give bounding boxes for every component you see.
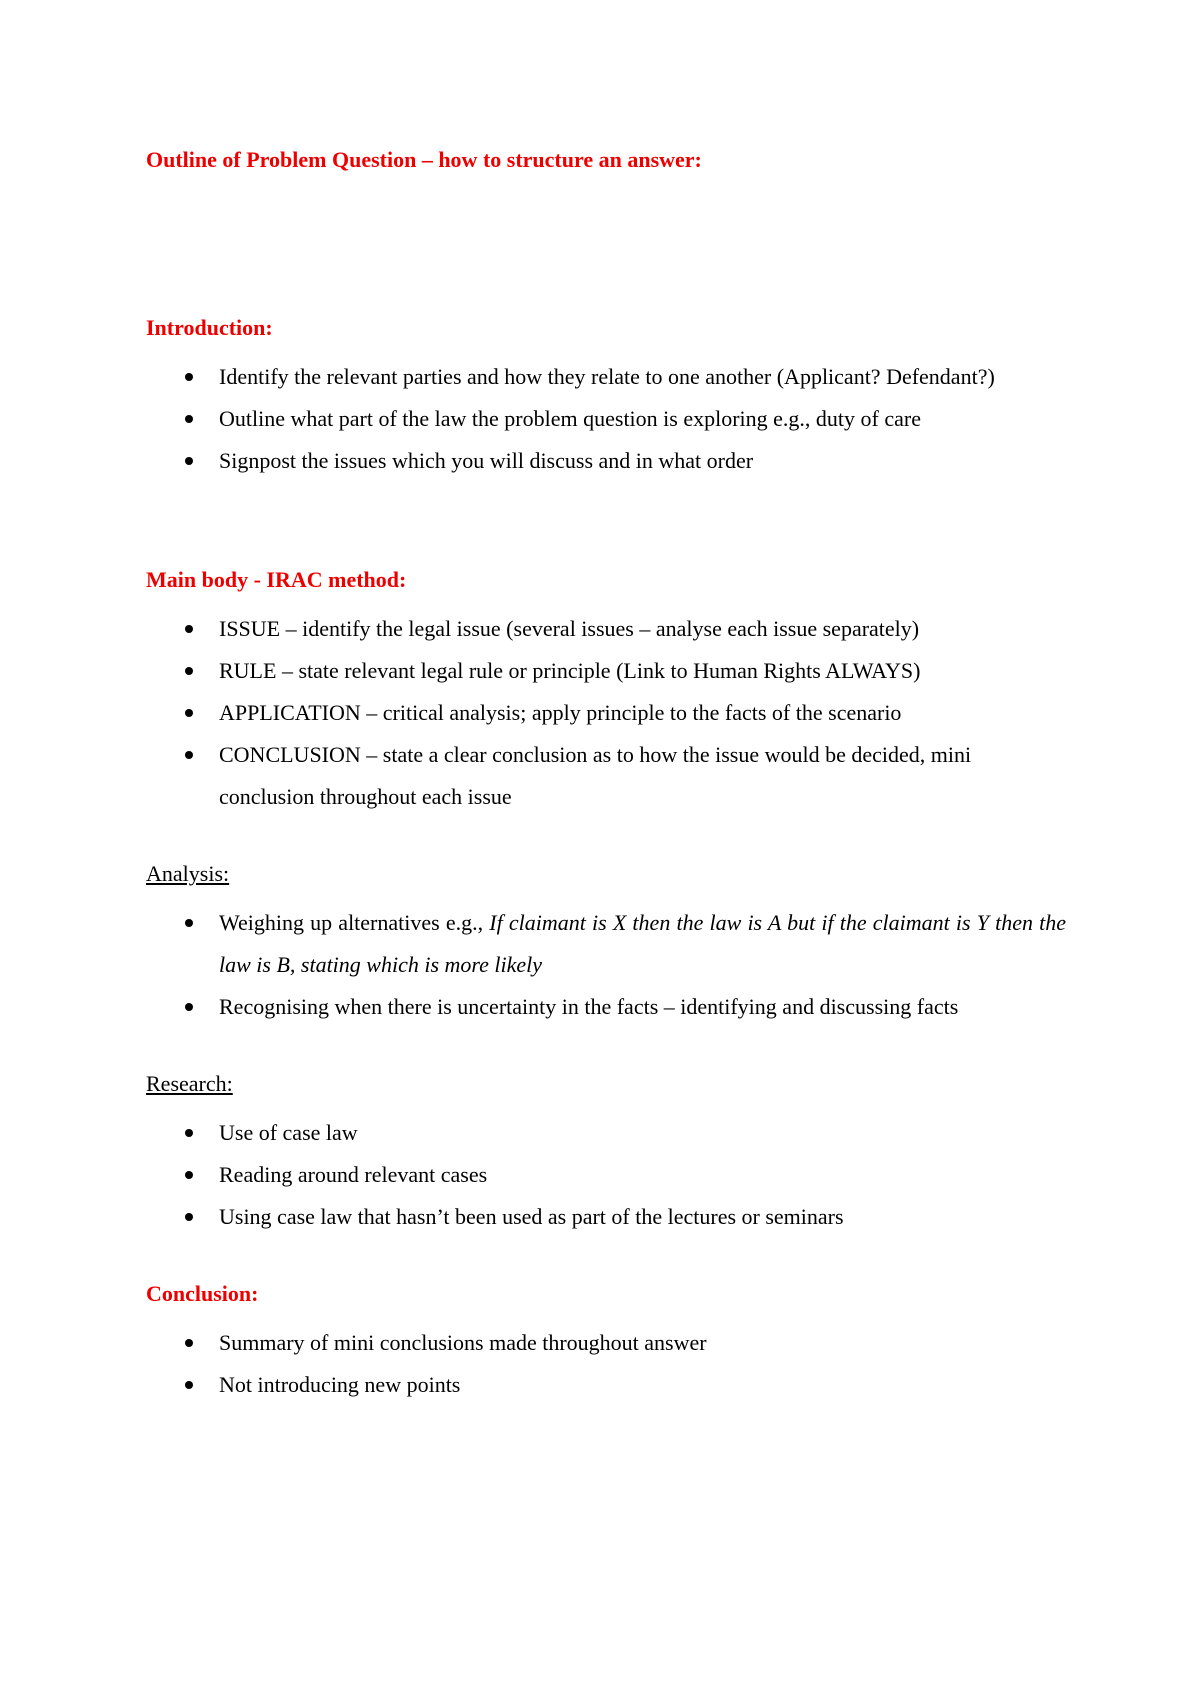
list-item-text: RULE – state relevant legal rule or principle (Link to Human Rights ALWAYS) (219, 658, 921, 683)
bullet-icon (185, 373, 193, 381)
research-heading: Research: (146, 1071, 233, 1096)
list-item-text: Identify the relevant parties and how they relate to one another (Applicant? Defendant?) (219, 364, 995, 389)
analysis-list (146, 902, 1066, 1028)
list-item-text: CONCLUSION – state a clear conclusion as to how the issue would be decided, mini conclusion throughout each issue (219, 742, 972, 809)
conclusion-heading: Conclusion: (146, 1281, 259, 1306)
conclusion-list (146, 1322, 1066, 1406)
list-item-text: Not introducing new points (219, 1372, 461, 1397)
list-item (146, 398, 1066, 440)
list-item-text: Signpost the issues which you will discuss and in what order (219, 448, 754, 473)
list-item (146, 1322, 1066, 1364)
list-item (146, 1196, 1066, 1238)
bullet-icon (185, 1339, 193, 1347)
bullet-icon (185, 709, 193, 717)
bullet-icon (185, 919, 193, 927)
analysis-heading: Analysis: (146, 861, 230, 886)
list-item (146, 1112, 1066, 1154)
bullet-icon (185, 1003, 193, 1011)
list-item (146, 1154, 1066, 1196)
research-list (146, 1112, 1066, 1238)
introduction-section (146, 314, 1066, 482)
list-item-text: Recognising when there is uncertainty in the facts – identifying and discussing facts (219, 994, 959, 1019)
list-item (146, 608, 1066, 650)
bullet-icon (185, 751, 193, 759)
list-item-text: Weighing up alternatives e.g., (219, 910, 490, 935)
bullet-icon (185, 625, 193, 633)
main-body-list (146, 608, 1066, 818)
conclusion-section (146, 1280, 1066, 1406)
list-item (146, 986, 1066, 1028)
list-item-italic-text: If claimant is X then the law is A but if the claimant is Y then the law is B, stating which is more likely (219, 910, 1067, 977)
bullet-icon (185, 415, 193, 423)
main-body-section (146, 566, 1066, 818)
list-item (146, 356, 1066, 398)
list-item-text: APPLICATION – critical analysis; apply principle to the facts of the scenario (219, 700, 902, 725)
list-item-text: ISSUE – identify the legal issue (several issues – analyse each issue separately) (219, 616, 920, 641)
list-item (146, 650, 1066, 692)
main-body-heading: Main body - IRAC method: (146, 567, 407, 592)
bullet-icon (185, 667, 193, 675)
list-item-text: Using case law that hasn’t been used as part of the lectures or seminars (219, 1204, 844, 1229)
list-item (146, 734, 1066, 818)
introduction-heading: Introduction: (146, 315, 273, 340)
bullet-icon (185, 1213, 193, 1221)
bullet-icon (185, 457, 193, 465)
list-item-text: Outline what part of the law the problem question is exploring e.g., duty of care (219, 406, 921, 431)
list-item (146, 1364, 1066, 1406)
list-item-text: Use of case law (219, 1120, 358, 1145)
list-item (146, 902, 1066, 986)
document-title: Outline of Problem Question – how to structure an answer: (146, 147, 702, 172)
research-section (146, 1070, 1066, 1238)
list-item-text: Summary of mini conclusions made throughout answer (219, 1330, 707, 1355)
list-item (146, 440, 1066, 482)
bullet-icon (185, 1129, 193, 1137)
bullet-icon (185, 1381, 193, 1389)
list-item (146, 692, 1066, 734)
list-item-text: Reading around relevant cases (219, 1162, 488, 1187)
introduction-list (146, 356, 1066, 482)
analysis-section (146, 860, 1066, 1028)
bullet-icon (185, 1171, 193, 1179)
